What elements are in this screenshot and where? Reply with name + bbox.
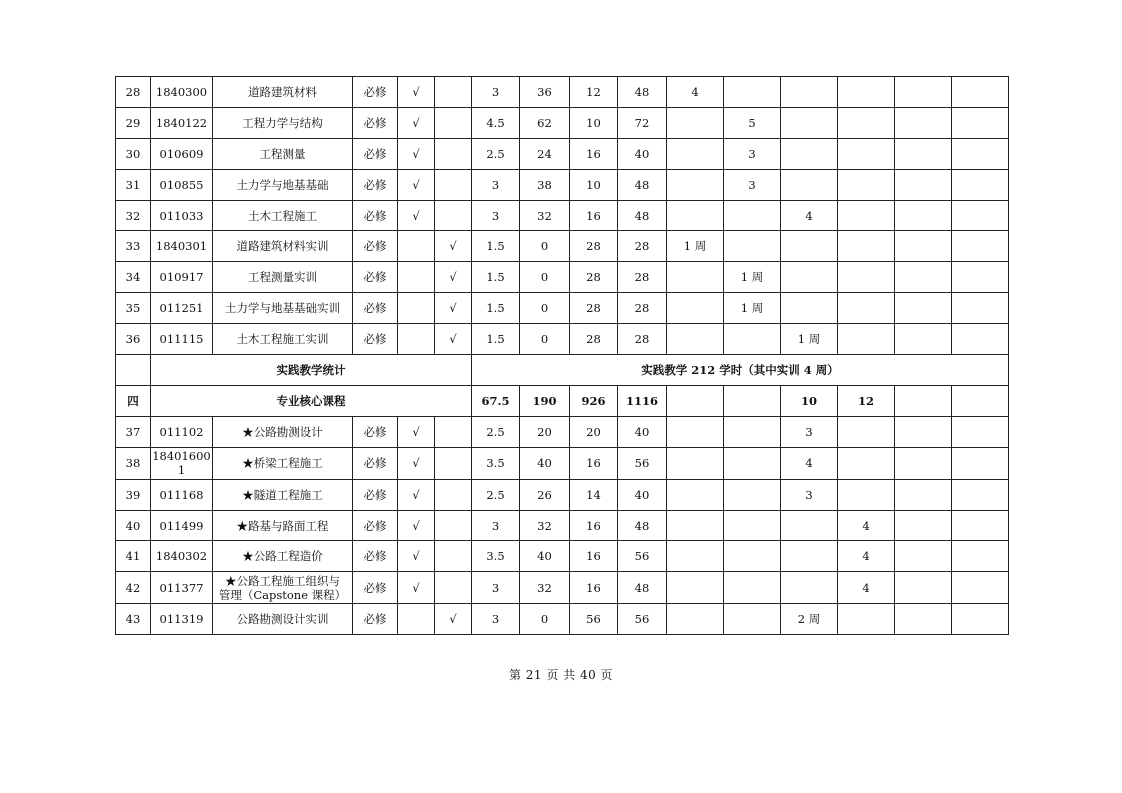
course-code: 010609 — [151, 138, 213, 169]
course-name: ★隧道工程施工 — [213, 479, 353, 510]
course-type: 必修 — [353, 293, 398, 324]
semester-3: 3 — [781, 479, 838, 510]
practice-hours: 16 — [570, 447, 618, 479]
section-s6 — [952, 385, 1009, 416]
exam-mark: √ — [398, 541, 435, 572]
semester-1 — [667, 107, 724, 138]
row-number: 32 — [116, 200, 151, 231]
practice-hours: 10 — [570, 169, 618, 200]
semester-6 — [952, 510, 1009, 541]
table-row — [116, 447, 1009, 479]
theory-hours: 0 — [520, 604, 570, 635]
course-type: 必修 — [353, 324, 398, 355]
exam-mark: √ — [398, 169, 435, 200]
practice-hours: 28 — [570, 324, 618, 355]
exam-mark: √ — [398, 479, 435, 510]
semester-4 — [838, 416, 895, 447]
semester-2 — [724, 447, 781, 479]
section-number: 四 — [116, 385, 151, 416]
credits: 1.5 — [472, 324, 520, 355]
table-row — [116, 510, 1009, 541]
practice-stat-value: 实践教学 212 学时（其中实训 4 周） — [472, 355, 1009, 386]
semester-2: 3 — [724, 169, 781, 200]
course-type: 必修 — [353, 541, 398, 572]
credits: 2.5 — [472, 416, 520, 447]
total-hours: 40 — [618, 138, 667, 169]
course-name: 公路勘测设计实训 — [213, 604, 353, 635]
course-code: 011033 — [151, 200, 213, 231]
section-s5 — [895, 385, 952, 416]
total-hours: 28 — [618, 262, 667, 293]
credits: 3 — [472, 77, 520, 108]
semester-2: 1 周 — [724, 293, 781, 324]
semester-3 — [781, 169, 838, 200]
total-hours: 48 — [618, 510, 667, 541]
section-name: 专业核心课程 — [151, 385, 472, 416]
course-code: 1840300 — [151, 77, 213, 108]
exam-mark — [398, 324, 435, 355]
semester-6 — [952, 541, 1009, 572]
test-mark — [435, 416, 472, 447]
table-row — [116, 416, 1009, 447]
exam-mark: √ — [398, 510, 435, 541]
course-type: 必修 — [353, 77, 398, 108]
course-name: 工程测量实训 — [213, 262, 353, 293]
row-number: 40 — [116, 510, 151, 541]
course-code: 011319 — [151, 604, 213, 635]
table-row — [116, 169, 1009, 200]
credits: 2.5 — [472, 138, 520, 169]
row-number: 31 — [116, 169, 151, 200]
table-row — [116, 604, 1009, 635]
practice-hours: 16 — [570, 138, 618, 169]
semester-4 — [838, 447, 895, 479]
semester-2 — [724, 77, 781, 108]
table-row — [116, 77, 1009, 108]
course-code: 1840122 — [151, 107, 213, 138]
total-hours: 56 — [618, 541, 667, 572]
course-name: ★桥梁工程施工 — [213, 447, 353, 479]
semester-3: 1 周 — [781, 324, 838, 355]
credits: 3.5 — [472, 447, 520, 479]
row-number: 38 — [116, 447, 151, 479]
test-mark — [435, 510, 472, 541]
course-code: 011499 — [151, 510, 213, 541]
semester-6 — [952, 324, 1009, 355]
table-row — [116, 231, 1009, 262]
table-row — [116, 107, 1009, 138]
course-table-body — [116, 77, 1009, 635]
semester-5 — [895, 416, 952, 447]
theory-hours: 40 — [520, 541, 570, 572]
course-code: 011168 — [151, 479, 213, 510]
semester-1: 1 周 — [667, 231, 724, 262]
semester-6 — [952, 107, 1009, 138]
row-number: 30 — [116, 138, 151, 169]
exam-mark — [398, 293, 435, 324]
exam-mark: √ — [398, 107, 435, 138]
course-code: 011115 — [151, 324, 213, 355]
course-type: 必修 — [353, 572, 398, 604]
semester-4 — [838, 231, 895, 262]
semester-1 — [667, 200, 724, 231]
theory-hours: 32 — [520, 510, 570, 541]
semester-2: 1 周 — [724, 262, 781, 293]
course-name: 工程力学与结构 — [213, 107, 353, 138]
total-hours: 48 — [618, 200, 667, 231]
semester-5 — [895, 138, 952, 169]
semester-4 — [838, 169, 895, 200]
semester-1 — [667, 479, 724, 510]
credits: 3 — [472, 169, 520, 200]
exam-mark: √ — [398, 572, 435, 604]
course-type: 必修 — [353, 231, 398, 262]
practice-hours: 28 — [570, 293, 618, 324]
semester-5 — [895, 169, 952, 200]
semester-3 — [781, 107, 838, 138]
semester-2 — [724, 572, 781, 604]
semester-4: 4 — [838, 572, 895, 604]
semester-4 — [838, 479, 895, 510]
semester-3: 4 — [781, 447, 838, 479]
semester-5 — [895, 262, 952, 293]
total-hours: 48 — [618, 169, 667, 200]
semester-5 — [895, 293, 952, 324]
page-footer: 第 21 页 共 40 页 — [508, 668, 614, 682]
practice-hours: 16 — [570, 510, 618, 541]
course-type: 必修 — [353, 200, 398, 231]
test-mark — [435, 77, 472, 108]
practice-hours: 16 — [570, 541, 618, 572]
credits: 3 — [472, 572, 520, 604]
course-type: 必修 — [353, 138, 398, 169]
row-number: 43 — [116, 604, 151, 635]
semester-6 — [952, 416, 1009, 447]
credits: 1.5 — [472, 293, 520, 324]
course-type: 必修 — [353, 510, 398, 541]
row-number: 41 — [116, 541, 151, 572]
course-type: 必修 — [353, 447, 398, 479]
total-hours: 72 — [618, 107, 667, 138]
course-code: 010917 — [151, 262, 213, 293]
semester-5 — [895, 200, 952, 231]
semester-6 — [952, 604, 1009, 635]
exam-mark: √ — [398, 416, 435, 447]
section-total: 1116 — [618, 385, 667, 416]
course-code: 011102 — [151, 416, 213, 447]
semester-1: 4 — [667, 77, 724, 108]
semester-4 — [838, 324, 895, 355]
theory-hours: 32 — [520, 572, 570, 604]
practice-hours: 10 — [570, 107, 618, 138]
course-name: 土木工程施工实训 — [213, 324, 353, 355]
table-row — [116, 293, 1009, 324]
semester-4 — [838, 604, 895, 635]
semester-6 — [952, 77, 1009, 108]
semester-5 — [895, 324, 952, 355]
total-hours: 40 — [618, 479, 667, 510]
semester-1 — [667, 262, 724, 293]
semester-1 — [667, 293, 724, 324]
semester-4: 4 — [838, 541, 895, 572]
theory-hours: 32 — [520, 200, 570, 231]
theory-hours: 0 — [520, 231, 570, 262]
semester-5 — [895, 77, 952, 108]
semester-4 — [838, 262, 895, 293]
total-hours: 28 — [618, 293, 667, 324]
semester-3: 2 周 — [781, 604, 838, 635]
semester-5 — [895, 510, 952, 541]
course-type: 必修 — [353, 604, 398, 635]
exam-mark — [398, 604, 435, 635]
course-name: 道路建筑材料实训 — [213, 231, 353, 262]
course-code: 1840301 — [151, 231, 213, 262]
semester-3 — [781, 138, 838, 169]
test-mark — [435, 447, 472, 479]
semester-5 — [895, 447, 952, 479]
course-name: 工程测量 — [213, 138, 353, 169]
theory-hours: 24 — [520, 138, 570, 169]
exam-mark — [398, 231, 435, 262]
theory-hours: 62 — [520, 107, 570, 138]
course-name: 土木工程施工 — [213, 200, 353, 231]
semester-5 — [895, 572, 952, 604]
semester-4 — [838, 107, 895, 138]
semester-1 — [667, 572, 724, 604]
theory-hours: 36 — [520, 77, 570, 108]
semester-4 — [838, 200, 895, 231]
exam-mark — [398, 262, 435, 293]
practice-stat-label: 实践教学统计 — [151, 355, 472, 386]
exam-mark: √ — [398, 77, 435, 108]
theory-hours: 38 — [520, 169, 570, 200]
course-code: 1840302 — [151, 541, 213, 572]
semester-6 — [952, 138, 1009, 169]
theory-hours: 0 — [520, 293, 570, 324]
semester-4 — [838, 138, 895, 169]
test-mark — [435, 107, 472, 138]
semester-3 — [781, 262, 838, 293]
total-hours: 28 — [618, 324, 667, 355]
row-number: 36 — [116, 324, 151, 355]
test-mark — [435, 169, 472, 200]
course-name: ★公路工程施工组织与 管理（Capstone 课程） — [213, 572, 353, 604]
semester-2 — [724, 231, 781, 262]
practice-hours: 56 — [570, 604, 618, 635]
semester-5 — [895, 479, 952, 510]
test-mark — [435, 572, 472, 604]
credits: 3.5 — [472, 541, 520, 572]
table-row — [116, 200, 1009, 231]
row-number: 28 — [116, 77, 151, 108]
table-row — [116, 324, 1009, 355]
theory-hours: 0 — [520, 262, 570, 293]
practice-hours: 20 — [570, 416, 618, 447]
theory-hours: 26 — [520, 479, 570, 510]
row-number: 29 — [116, 107, 151, 138]
practice-hours: 14 — [570, 479, 618, 510]
semester-5 — [895, 604, 952, 635]
semester-3 — [781, 510, 838, 541]
total-hours: 48 — [618, 572, 667, 604]
semester-2: 3 — [724, 138, 781, 169]
semester-2 — [724, 541, 781, 572]
semester-6 — [952, 262, 1009, 293]
practice-hours: 28 — [570, 231, 618, 262]
course-code: 18401600 1 — [152, 449, 211, 478]
credits: 1.5 — [472, 231, 520, 262]
test-mark — [435, 479, 472, 510]
course-name: 道路建筑材料 — [213, 77, 353, 108]
course-name: 土力学与地基基础 — [213, 169, 353, 200]
course-name: ★公路工程造价 — [213, 541, 353, 572]
course-name: ★公路勘测设计 — [213, 416, 353, 447]
practice-hours: 12 — [570, 77, 618, 108]
semester-2: 5 — [724, 107, 781, 138]
semester-2 — [724, 479, 781, 510]
credits: 3 — [472, 200, 520, 231]
test-mark — [435, 200, 472, 231]
course-name: ★路基与路面工程 — [213, 510, 353, 541]
semester-2 — [724, 200, 781, 231]
semester-1 — [667, 169, 724, 200]
semester-1 — [667, 416, 724, 447]
test-mark: √ — [435, 324, 472, 355]
semester-6 — [952, 231, 1009, 262]
semester-6 — [952, 169, 1009, 200]
theory-hours: 40 — [520, 447, 570, 479]
theory-hours: 20 — [520, 416, 570, 447]
table-row — [116, 572, 1009, 604]
row-number: 33 — [116, 231, 151, 262]
practice-hours: 16 — [570, 200, 618, 231]
semester-5 — [895, 231, 952, 262]
course-type: 必修 — [353, 479, 398, 510]
semester-3 — [781, 293, 838, 324]
semester-1 — [667, 604, 724, 635]
test-mark: √ — [435, 604, 472, 635]
theory-hours: 0 — [520, 324, 570, 355]
course-code: 011251 — [151, 293, 213, 324]
semester-3 — [781, 231, 838, 262]
table-row — [116, 138, 1009, 169]
table-row — [116, 541, 1009, 572]
practice-stat-row — [116, 355, 1009, 386]
semester-1 — [667, 138, 724, 169]
table-row — [116, 262, 1009, 293]
credits: 1.5 — [472, 262, 520, 293]
semester-4 — [838, 77, 895, 108]
semester-3: 3 — [781, 416, 838, 447]
total-hours: 56 — [618, 604, 667, 635]
semester-1 — [667, 541, 724, 572]
table-row — [116, 479, 1009, 510]
row-number: 35 — [116, 293, 151, 324]
semester-3 — [781, 572, 838, 604]
semester-6 — [952, 572, 1009, 604]
test-mark — [435, 541, 472, 572]
practice-hours: 28 — [570, 262, 618, 293]
semester-5 — [895, 541, 952, 572]
semester-3 — [781, 541, 838, 572]
row-number: 42 — [116, 572, 151, 604]
exam-mark: √ — [398, 200, 435, 231]
semester-2 — [724, 604, 781, 635]
exam-mark: √ — [398, 138, 435, 169]
semester-1 — [667, 324, 724, 355]
credits: 3 — [472, 604, 520, 635]
test-mark: √ — [435, 262, 472, 293]
test-mark: √ — [435, 293, 472, 324]
section-practice: 926 — [570, 385, 618, 416]
semester-4: 4 — [838, 510, 895, 541]
test-mark: √ — [435, 231, 472, 262]
course-plan-table — [115, 76, 1009, 635]
total-hours: 28 — [618, 231, 667, 262]
credits: 2.5 — [472, 479, 520, 510]
course-type: 必修 — [353, 107, 398, 138]
course-name: 土力学与地基基础实训 — [213, 293, 353, 324]
semester-3 — [781, 77, 838, 108]
total-hours: 56 — [618, 447, 667, 479]
practice-hours: 16 — [570, 572, 618, 604]
semester-6 — [952, 293, 1009, 324]
credits: 4.5 — [472, 107, 520, 138]
exam-mark: √ — [398, 447, 435, 479]
course-code: 010855 — [151, 169, 213, 200]
semester-3: 4 — [781, 200, 838, 231]
semester-2 — [724, 510, 781, 541]
course-code: 011377 — [151, 572, 213, 604]
semester-4 — [838, 293, 895, 324]
semester-5 — [895, 107, 952, 138]
semester-2 — [724, 324, 781, 355]
semester-1 — [667, 510, 724, 541]
section-s4: 12 — [838, 385, 895, 416]
semester-6 — [952, 200, 1009, 231]
semester-6 — [952, 447, 1009, 479]
test-mark — [435, 138, 472, 169]
credits: 3 — [472, 510, 520, 541]
section-theory: 190 — [520, 385, 570, 416]
total-hours: 48 — [618, 77, 667, 108]
row-number: 39 — [116, 479, 151, 510]
semester-2 — [724, 416, 781, 447]
section-credit: 67.5 — [472, 385, 520, 416]
section-row — [116, 385, 1009, 416]
semester-6 — [952, 479, 1009, 510]
course-type: 必修 — [353, 416, 398, 447]
course-type: 必修 — [353, 169, 398, 200]
row-number — [116, 355, 151, 386]
semester-1 — [667, 447, 724, 479]
section-s3: 10 — [781, 385, 838, 416]
row-number: 34 — [116, 262, 151, 293]
total-hours: 40 — [618, 416, 667, 447]
course-type: 必修 — [353, 262, 398, 293]
row-number: 37 — [116, 416, 151, 447]
section-s2 — [724, 385, 781, 416]
section-s1 — [667, 385, 724, 416]
